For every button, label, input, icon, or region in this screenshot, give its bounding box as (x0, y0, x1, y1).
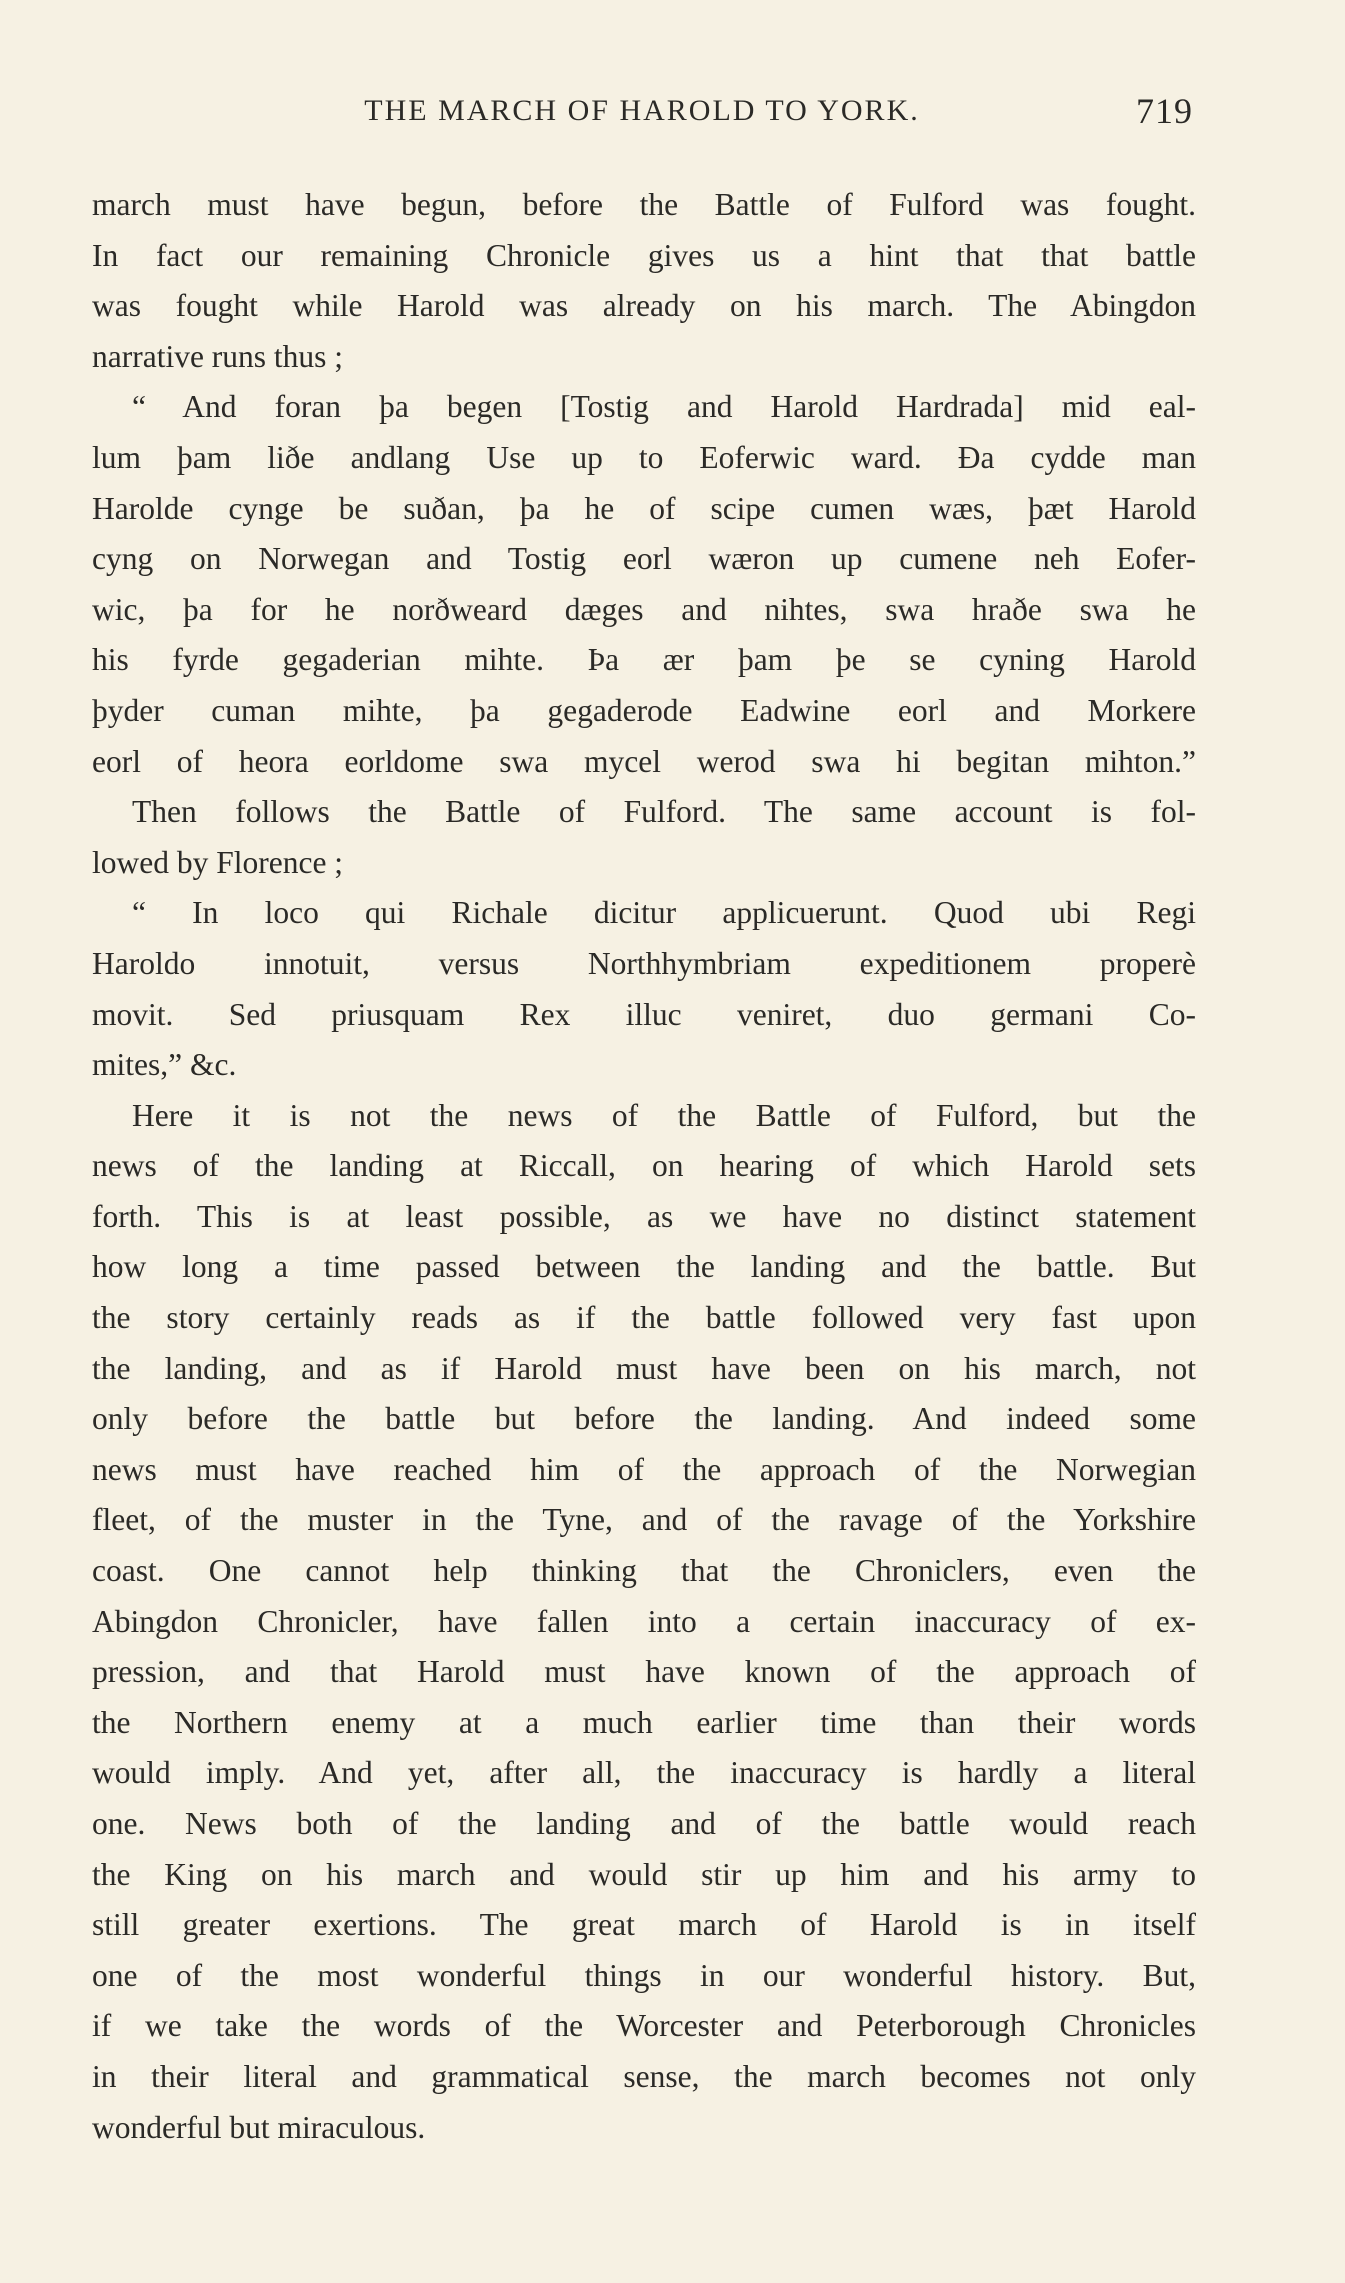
text-line: how long a time passed between the landing and the battle. But (92, 1249, 1196, 1285)
text-line: if we take the words of the Worcester and Peterborough Chronicles (92, 2008, 1196, 2044)
text-line: the story certainly reads as if the battle followed very fast upon (92, 1300, 1196, 1336)
text-line: Harolde cynge be suðan, þa he of scipe cumen wæs, þæt Harold (92, 490, 1196, 526)
text-line: news of the landing at Riccall, on hearing of which Harold sets (92, 1148, 1196, 1184)
text-line: Here it is not the news of the Battle of Fulford, but the (132, 1097, 1196, 1133)
text-line: mites,” &c. (92, 1047, 237, 1083)
text-line: Then follows the Battle of Fulford. The same account is fol- (132, 794, 1196, 830)
text-line: lum þam liðe andlang Use up to Eoferwic ward. Ða cydde man (92, 439, 1196, 475)
text-line: his fyrde gegaderian mihte. Þa ær þam þe se cyning Harold (92, 642, 1196, 678)
text-line: wic, þa for he norðweard dæges and nihtes, swa hraðe swa he (92, 591, 1196, 627)
text-line: only before the battle but before the landing. And indeed some (92, 1401, 1196, 1437)
text-line: cyng on Norwegan and Tostig eorl wæron up cumene neh Eofer- (92, 541, 1196, 577)
text-line: Haroldo innotuit, versus Northhymbriam expeditionem properè (92, 945, 1196, 981)
running-title: THE MARCH OF HAROLD TO YORK. (364, 94, 920, 127)
text-line: news must have reached him of the approach of the Norwegian (92, 1451, 1196, 1487)
text-line: was fought while Harold was already on his march. The Abingdon (92, 288, 1196, 324)
text-line: eorl of heora eorldome swa mycel werod swa hi begitan mihton.” (92, 743, 1196, 779)
text-line: in their literal and grammatical sense, the march becomes not only (92, 2058, 1196, 2094)
text-line: the Northern enemy at a much earlier time than their words (92, 1704, 1196, 1740)
text-line: fleet, of the muster in the Tyne, and of the ravage of the Yorkshire (92, 1502, 1196, 1538)
text-line: pression, and that Harold must have known of the approach of (92, 1654, 1196, 1690)
text-line: narrative runs thus ; (92, 338, 344, 374)
text-line: movit. Sed priusquam Rex illuc veniret, duo germani Co- (92, 996, 1196, 1032)
text-line: march must have begun, before the Battle of Fulford was fought. (92, 187, 1196, 222)
text-line: In fact our remaining Chronicle gives us a hint that that battle (92, 237, 1196, 273)
text-line: þyder cuman mihte, þa gegaderode Eadwine eorl and Morkere (92, 692, 1196, 728)
running-head (92, 88, 1192, 138)
text-line: lowed by Florence ; (92, 844, 344, 880)
text-line: one of the most wonderful things in our wonderful history. But, (92, 1957, 1196, 1993)
body-text (92, 180, 1196, 2153)
text-line: still greater exertions. The great march of Harold is in itself (92, 1907, 1196, 1943)
text-line: “ And foran þa begen [Tostig and Harold Hardrada] mid eal- (132, 389, 1196, 425)
text-line: would imply. And yet, after all, the inaccuracy is hardly a literal (92, 1755, 1196, 1791)
text-line: coast. One cannot help thinking that the Chroniclers, even the (92, 1553, 1196, 1589)
text-line: “ In loco qui Richale dicitur applicuerunt. Quod ubi Regi (132, 895, 1196, 931)
text-line: Abingdon Chronicler, have fallen into a certain inaccuracy of ex- (92, 1603, 1196, 1639)
text-line: one. News both of the landing and of the battle would reach (92, 1806, 1196, 1841)
text-line: the King on his march and would stir up him and his army to (92, 1856, 1196, 1892)
text-line: the landing, and as if Harold must have been on his march, not (92, 1350, 1196, 1386)
text-line: wonderful but miraculous. (92, 2109, 426, 2145)
text-line: forth. This is at least possible, as we have no distinct statement (92, 1198, 1196, 1234)
page-number: 719 (1136, 91, 1193, 131)
